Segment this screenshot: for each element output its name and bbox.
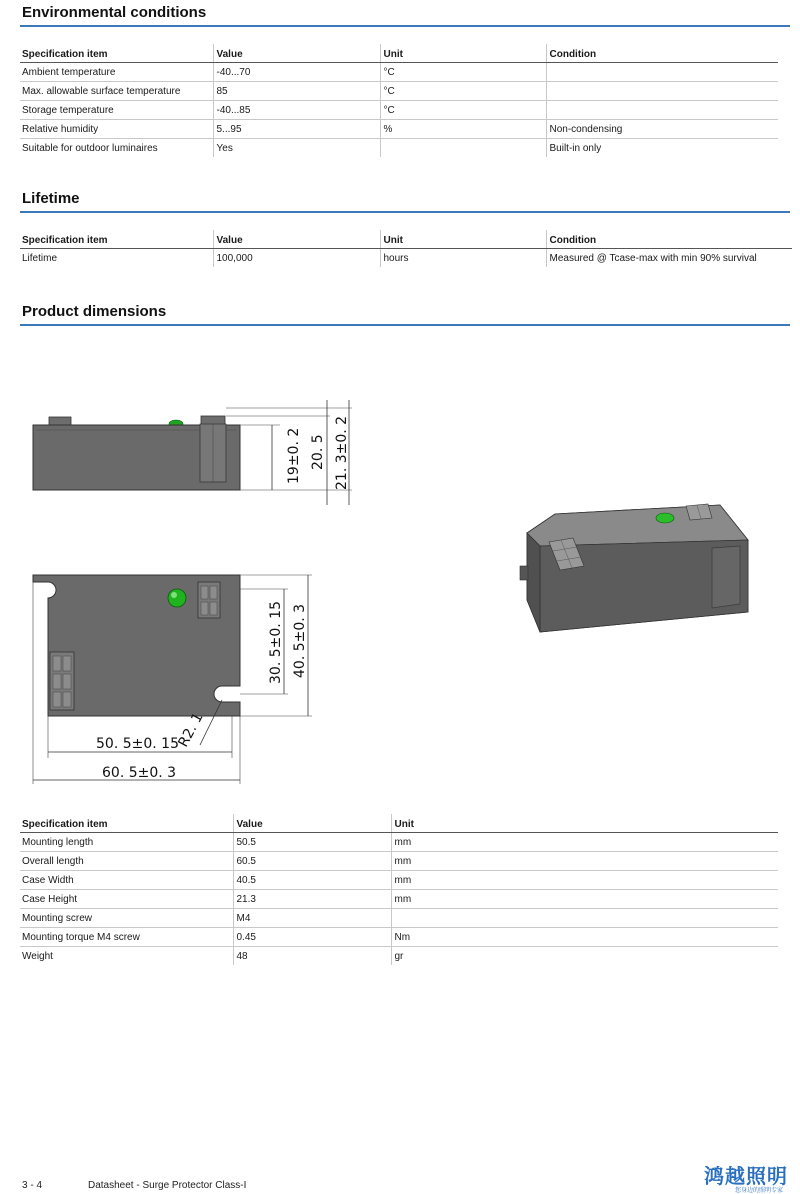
- section-title-lifetime: Lifetime: [22, 190, 80, 207]
- cell: 0.45: [233, 928, 391, 947]
- dim-label: R2. 1: [175, 710, 207, 750]
- document-title: Datasheet - Surge Protector Class-I: [88, 1180, 247, 1191]
- dim-label: 40. 5±0. 3: [292, 603, 308, 678]
- cell: Mounting screw: [20, 909, 233, 928]
- table-row: [20, 871, 778, 890]
- col-header: Value: [213, 230, 380, 249]
- table-row: [20, 852, 778, 871]
- cell: Case Height: [20, 890, 233, 909]
- table-header-row: [20, 230, 792, 249]
- table-header-row: [20, 814, 778, 833]
- col-header: Value: [233, 814, 391, 833]
- col-header: Specification item: [20, 44, 213, 63]
- col-header: Unit: [391, 814, 778, 833]
- cell: [391, 909, 778, 928]
- cell: 85: [213, 82, 380, 101]
- cell: Lifetime: [22, 252, 58, 264]
- cell: -40...70: [213, 63, 380, 82]
- table-row: [20, 249, 792, 268]
- cell: Storage temperature: [20, 101, 213, 120]
- cell: Ambient temperature: [20, 63, 213, 82]
- table-row: [20, 63, 778, 82]
- table-row: [20, 120, 778, 139]
- cell: 40.5: [233, 871, 391, 890]
- section-title-dimensions: Product dimensions: [22, 303, 167, 320]
- brand-tagline: 您身边的照明专家: [735, 1188, 784, 1194]
- col-header: Unit: [380, 230, 546, 249]
- cell: Weight: [22, 950, 53, 962]
- table-row: [20, 833, 778, 852]
- col-header: Unit: [380, 44, 546, 63]
- table-row: [20, 890, 778, 909]
- table-row: [20, 101, 778, 120]
- cell: hours: [380, 249, 546, 268]
- dim-label: 60. 5±0. 3: [102, 765, 177, 781]
- cell: Mounting length: [20, 833, 233, 852]
- brand-logo: 鸿越照明: [704, 1164, 788, 1188]
- cell: [546, 101, 778, 120]
- cell: [546, 63, 778, 82]
- table-row: [20, 82, 778, 101]
- section-rule: [20, 324, 790, 326]
- cell: 21.3: [233, 890, 391, 909]
- cell: mm: [391, 852, 778, 871]
- table-header-row: [20, 44, 778, 63]
- section-rule: [20, 25, 790, 27]
- col-header: Condition: [546, 230, 792, 249]
- cell: °C: [380, 82, 546, 101]
- col-header: Condition: [546, 44, 778, 63]
- col-header: Value: [213, 44, 380, 63]
- cell: Built-in only: [546, 139, 778, 158]
- cell: mm: [391, 890, 778, 909]
- cell: [380, 139, 546, 158]
- cell: Nm: [391, 928, 778, 947]
- isometric-view: [520, 504, 748, 632]
- cell: %: [380, 120, 546, 139]
- cell: Mounting torque M4 screw: [20, 928, 233, 947]
- cell: 48: [233, 947, 391, 966]
- dim-label: 20. 5: [310, 434, 326, 470]
- cell: -40...85: [213, 101, 380, 120]
- cell: 60.5: [233, 852, 391, 871]
- col-header: Specification item: [20, 814, 233, 833]
- lifetime-table: [20, 230, 792, 267]
- cell: 5...95: [213, 120, 380, 139]
- cell: °C: [380, 63, 546, 82]
- cell: Measured @ Tcase-max with min 90% survival: [546, 249, 792, 268]
- table-row: [20, 928, 778, 947]
- table-row: [20, 139, 778, 158]
- cell: Relative humidity: [20, 120, 213, 139]
- table-row: [20, 909, 778, 928]
- cell: °C: [380, 101, 546, 120]
- section-title-environmental: Environmental conditions: [22, 4, 207, 21]
- cell: 50.5: [233, 833, 391, 852]
- cell: 100,000: [213, 249, 380, 268]
- side-view: [33, 400, 352, 505]
- cell: Overall length: [20, 852, 233, 871]
- section-rule: [20, 211, 790, 213]
- dim-label: 30. 5±0. 15: [268, 601, 284, 684]
- cell: Suitable for outdoor luminaires: [22, 142, 158, 154]
- cell: mm: [391, 871, 778, 890]
- page-number: 3 - 4: [22, 1180, 43, 1191]
- cell: [546, 82, 778, 101]
- cell: M4: [233, 909, 391, 928]
- col-header: Specification item: [20, 230, 213, 249]
- environmental-table: [20, 44, 778, 157]
- top-view: [33, 575, 312, 784]
- cell: gr: [391, 947, 778, 966]
- dimension-drawing: [0, 390, 800, 790]
- table-row: [20, 947, 778, 966]
- dimensions-table: [20, 814, 778, 965]
- cell: Non-condensing: [546, 120, 778, 139]
- dim-label: 50. 5±0. 15: [96, 736, 179, 752]
- cell: Case Width: [20, 871, 233, 890]
- dim-label: 19±0. 2: [286, 427, 302, 484]
- cell: Yes: [213, 139, 380, 158]
- dim-label: 21. 3±0. 2: [334, 415, 350, 490]
- cell: mm: [391, 833, 778, 852]
- cell: Max. allowable surface temperature: [20, 82, 213, 101]
